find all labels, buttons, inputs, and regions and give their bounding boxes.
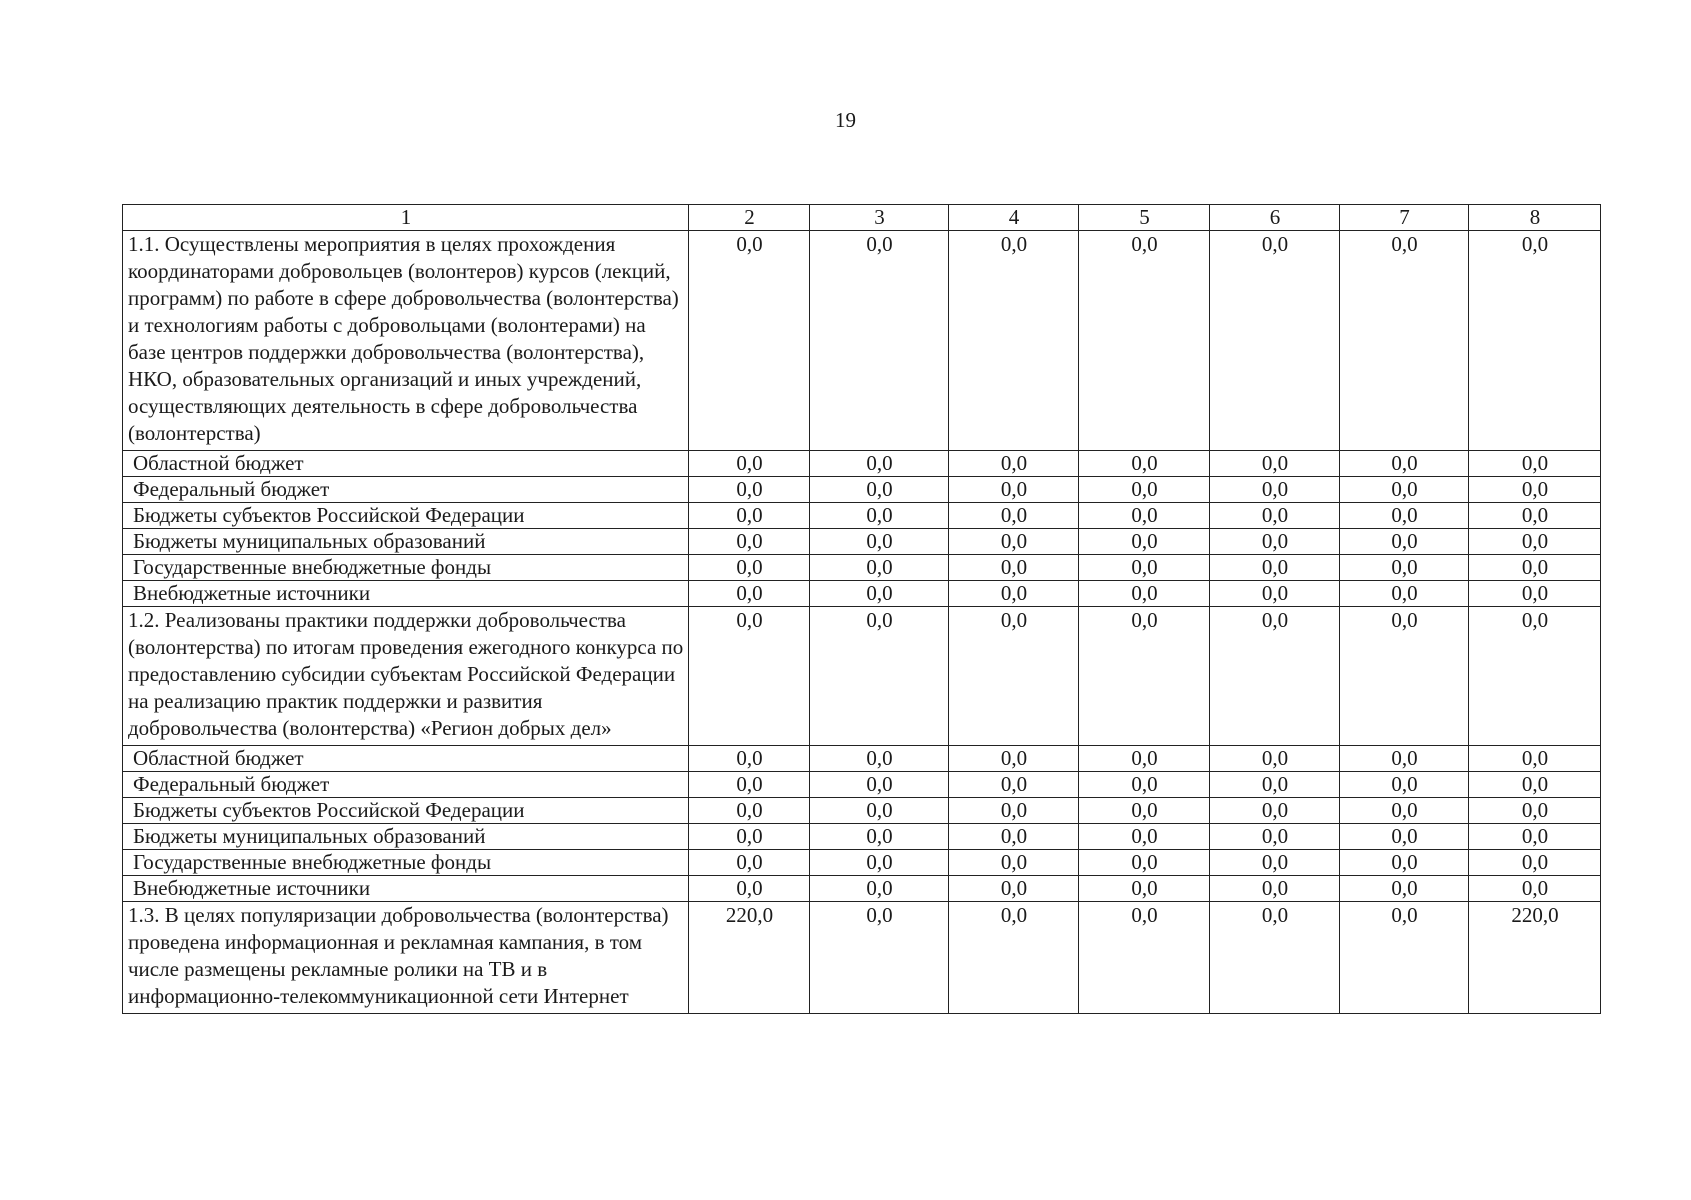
value-cell-col-8: 220,0 xyxy=(1469,902,1601,1014)
value-cell-col-8: 0,0 xyxy=(1469,746,1601,772)
value-cell-col-2: 220,0 xyxy=(689,902,810,1014)
value-cell-col-4: 0,0 xyxy=(949,798,1079,824)
value-cell-col-5: 0,0 xyxy=(1079,798,1210,824)
value-cell-col-7: 0,0 xyxy=(1340,607,1469,746)
value-cell-col-8: 0,0 xyxy=(1469,231,1601,451)
value-cell-col-7: 0,0 xyxy=(1340,746,1469,772)
header-cell-4: 4 xyxy=(949,205,1079,231)
value-cell-col-6: 0,0 xyxy=(1210,607,1340,746)
value-cell-col-4: 0,0 xyxy=(949,746,1079,772)
value-cell-col-4: 0,0 xyxy=(949,581,1079,607)
value-cell-col-3: 0,0 xyxy=(810,555,949,581)
table-row-funding-source xyxy=(123,772,1601,798)
table-row-funding-source xyxy=(123,555,1601,581)
value-cell-col-2: 0,0 xyxy=(689,451,810,477)
value-cell-col-4: 0,0 xyxy=(949,451,1079,477)
funding-source-label: Государственные внебюджетные фонды xyxy=(123,555,689,581)
value-cell-col-8: 0,0 xyxy=(1469,607,1601,746)
table-row-funding-source xyxy=(123,581,1601,607)
event-description: 1.1. Осуществлены мероприятия в целях прохождения координаторами добровольцев (волонтеров) курсов (лекций, программ) по работе в сфере добровольчества (волонтерства) и технологиям работы с добровольцами (волонтерами) на базе центров поддержки добровольчества (волонтерства), НКО, образовательных организаций и иных учреждений, осуществляющих деятельность в сфере добровольчества (волонтерства) xyxy=(123,231,689,451)
value-cell-col-8: 0,0 xyxy=(1469,529,1601,555)
value-cell-col-3: 0,0 xyxy=(810,876,949,902)
page-number: 19 xyxy=(835,108,856,132)
header-cell-7: 7 xyxy=(1340,205,1469,231)
value-cell-col-8: 0,0 xyxy=(1469,824,1601,850)
event-description: 1.3. В целях популяризации добровольчества (волонтерства) проведена информационная и рекламная кампания, в том числе размещены рекламные ролики на ТВ и в информационно-телекоммуникационной сети Интернет xyxy=(123,902,689,1014)
value-cell-col-4: 0,0 xyxy=(949,529,1079,555)
value-cell-col-7: 0,0 xyxy=(1340,850,1469,876)
value-cell-col-4: 0,0 xyxy=(949,876,1079,902)
value-cell-col-8: 0,0 xyxy=(1469,772,1601,798)
value-cell-col-7: 0,0 xyxy=(1340,798,1469,824)
value-cell-col-6: 0,0 xyxy=(1210,555,1340,581)
value-cell-col-4: 0,0 xyxy=(949,824,1079,850)
value-cell-col-3: 0,0 xyxy=(810,231,949,451)
value-cell-col-6: 0,0 xyxy=(1210,231,1340,451)
header-row xyxy=(123,205,1601,231)
header-cell-3: 3 xyxy=(810,205,949,231)
value-cell-col-5: 0,0 xyxy=(1079,555,1210,581)
table-header xyxy=(123,205,1601,231)
value-cell-col-2: 0,0 xyxy=(689,876,810,902)
value-cell-col-5: 0,0 xyxy=(1079,503,1210,529)
value-cell-col-4: 0,0 xyxy=(949,772,1079,798)
value-cell-col-3: 0,0 xyxy=(810,772,949,798)
value-cell-col-4: 0,0 xyxy=(949,503,1079,529)
value-cell-col-6: 0,0 xyxy=(1210,477,1340,503)
table-body xyxy=(123,231,1601,1014)
table-row-funding-source xyxy=(123,451,1601,477)
value-cell-col-5: 0,0 xyxy=(1079,902,1210,1014)
table-row-event xyxy=(123,607,1601,746)
value-cell-col-2: 0,0 xyxy=(689,850,810,876)
value-cell-col-6: 0,0 xyxy=(1210,798,1340,824)
value-cell-col-3: 0,0 xyxy=(810,902,949,1014)
header-cell-2: 2 xyxy=(689,205,810,231)
value-cell-col-6: 0,0 xyxy=(1210,902,1340,1014)
value-cell-col-5: 0,0 xyxy=(1079,824,1210,850)
value-cell-col-4: 0,0 xyxy=(949,231,1079,451)
value-cell-col-2: 0,0 xyxy=(689,231,810,451)
value-cell-col-5: 0,0 xyxy=(1079,529,1210,555)
value-cell-col-6: 0,0 xyxy=(1210,824,1340,850)
table-row-funding-source xyxy=(123,477,1601,503)
value-cell-col-3: 0,0 xyxy=(810,477,949,503)
value-cell-col-5: 0,0 xyxy=(1079,581,1210,607)
value-cell-col-3: 0,0 xyxy=(810,581,949,607)
value-cell-col-8: 0,0 xyxy=(1469,503,1601,529)
header-cell-5: 5 xyxy=(1079,205,1210,231)
value-cell-col-3: 0,0 xyxy=(810,824,949,850)
value-cell-col-4: 0,0 xyxy=(949,477,1079,503)
value-cell-col-8: 0,0 xyxy=(1469,850,1601,876)
value-cell-col-3: 0,0 xyxy=(810,451,949,477)
value-cell-col-7: 0,0 xyxy=(1340,902,1469,1014)
value-cell-col-5: 0,0 xyxy=(1079,772,1210,798)
header-cell-1: 1 xyxy=(123,205,689,231)
table-row-event xyxy=(123,231,1601,451)
value-cell-col-2: 0,0 xyxy=(689,746,810,772)
table-row-funding-source xyxy=(123,850,1601,876)
table-row-funding-source xyxy=(123,798,1601,824)
funding-source-label: Бюджеты муниципальных образований xyxy=(123,529,689,555)
value-cell-col-5: 0,0 xyxy=(1079,477,1210,503)
value-cell-col-7: 0,0 xyxy=(1340,451,1469,477)
header-cell-8: 8 xyxy=(1469,205,1601,231)
value-cell-col-2: 0,0 xyxy=(689,529,810,555)
value-cell-col-6: 0,0 xyxy=(1210,503,1340,529)
funding-source-label: Бюджеты муниципальных образований xyxy=(123,824,689,850)
value-cell-col-2: 0,0 xyxy=(689,824,810,850)
value-cell-col-8: 0,0 xyxy=(1469,477,1601,503)
value-cell-col-5: 0,0 xyxy=(1079,850,1210,876)
funding-source-label: Бюджеты субъектов Российской Федерации xyxy=(123,503,689,529)
value-cell-col-7: 0,0 xyxy=(1340,555,1469,581)
value-cell-col-5: 0,0 xyxy=(1079,607,1210,746)
value-cell-col-8: 0,0 xyxy=(1469,451,1601,477)
value-cell-col-2: 0,0 xyxy=(689,555,810,581)
value-cell-col-4: 0,0 xyxy=(949,555,1079,581)
value-cell-col-2: 0,0 xyxy=(689,607,810,746)
value-cell-col-5: 0,0 xyxy=(1079,876,1210,902)
value-cell-col-7: 0,0 xyxy=(1340,231,1469,451)
value-cell-col-6: 0,0 xyxy=(1210,772,1340,798)
value-cell-col-8: 0,0 xyxy=(1469,798,1601,824)
value-cell-col-8: 0,0 xyxy=(1469,581,1601,607)
funding-source-label: Внебюджетные источники xyxy=(123,876,689,902)
value-cell-col-3: 0,0 xyxy=(810,529,949,555)
table-row-funding-source xyxy=(123,876,1601,902)
funding-source-label: Областной бюджет xyxy=(123,451,689,477)
funding-source-label: Внебюджетные источники xyxy=(123,581,689,607)
value-cell-col-3: 0,0 xyxy=(810,850,949,876)
funding-source-label: Бюджеты субъектов Российской Федерации xyxy=(123,798,689,824)
event-description: 1.2. Реализованы практики поддержки добровольчества (волонтерства) по итогам проведения ежегодного конкурса по предоставлению субсидии субъектам Российской Федерации на реализацию практик поддержки и развития добровольчества (волонтерства) «Регион добрых дел» xyxy=(123,607,689,746)
value-cell-col-6: 0,0 xyxy=(1210,451,1340,477)
value-cell-col-5: 0,0 xyxy=(1079,231,1210,451)
value-cell-col-3: 0,0 xyxy=(810,607,949,746)
funding-source-label: Федеральный бюджет xyxy=(123,477,689,503)
funding-source-label: Областной бюджет xyxy=(123,746,689,772)
value-cell-col-4: 0,0 xyxy=(949,607,1079,746)
value-cell-col-6: 0,0 xyxy=(1210,581,1340,607)
value-cell-col-4: 0,0 xyxy=(949,850,1079,876)
funding-source-label: Государственные внебюджетные фонды xyxy=(123,850,689,876)
value-cell-col-7: 0,0 xyxy=(1340,824,1469,850)
value-cell-col-3: 0,0 xyxy=(810,798,949,824)
value-cell-col-2: 0,0 xyxy=(689,477,810,503)
value-cell-col-7: 0,0 xyxy=(1340,876,1469,902)
header-cell-6: 6 xyxy=(1210,205,1340,231)
table-row-funding-source xyxy=(123,529,1601,555)
value-cell-col-3: 0,0 xyxy=(810,746,949,772)
value-cell-col-6: 0,0 xyxy=(1210,746,1340,772)
value-cell-col-5: 0,0 xyxy=(1079,451,1210,477)
value-cell-col-5: 0,0 xyxy=(1079,746,1210,772)
value-cell-col-6: 0,0 xyxy=(1210,850,1340,876)
value-cell-col-4: 0,0 xyxy=(949,902,1079,1014)
value-cell-col-8: 0,0 xyxy=(1469,876,1601,902)
value-cell-col-2: 0,0 xyxy=(689,581,810,607)
value-cell-col-7: 0,0 xyxy=(1340,529,1469,555)
value-cell-col-7: 0,0 xyxy=(1340,772,1469,798)
budget-table xyxy=(122,204,1601,1014)
value-cell-col-7: 0,0 xyxy=(1340,581,1469,607)
value-cell-col-2: 0,0 xyxy=(689,798,810,824)
value-cell-col-8: 0,0 xyxy=(1469,555,1601,581)
value-cell-col-7: 0,0 xyxy=(1340,503,1469,529)
value-cell-col-2: 0,0 xyxy=(689,772,810,798)
table-row-funding-source xyxy=(123,824,1601,850)
value-cell-col-6: 0,0 xyxy=(1210,529,1340,555)
value-cell-col-2: 0,0 xyxy=(689,503,810,529)
funding-source-label: Федеральный бюджет xyxy=(123,772,689,798)
value-cell-col-6: 0,0 xyxy=(1210,876,1340,902)
value-cell-col-7: 0,0 xyxy=(1340,477,1469,503)
table-row-funding-source xyxy=(123,746,1601,772)
value-cell-col-3: 0,0 xyxy=(810,503,949,529)
table-row-funding-source xyxy=(123,503,1601,529)
table-row-event xyxy=(123,902,1601,1014)
